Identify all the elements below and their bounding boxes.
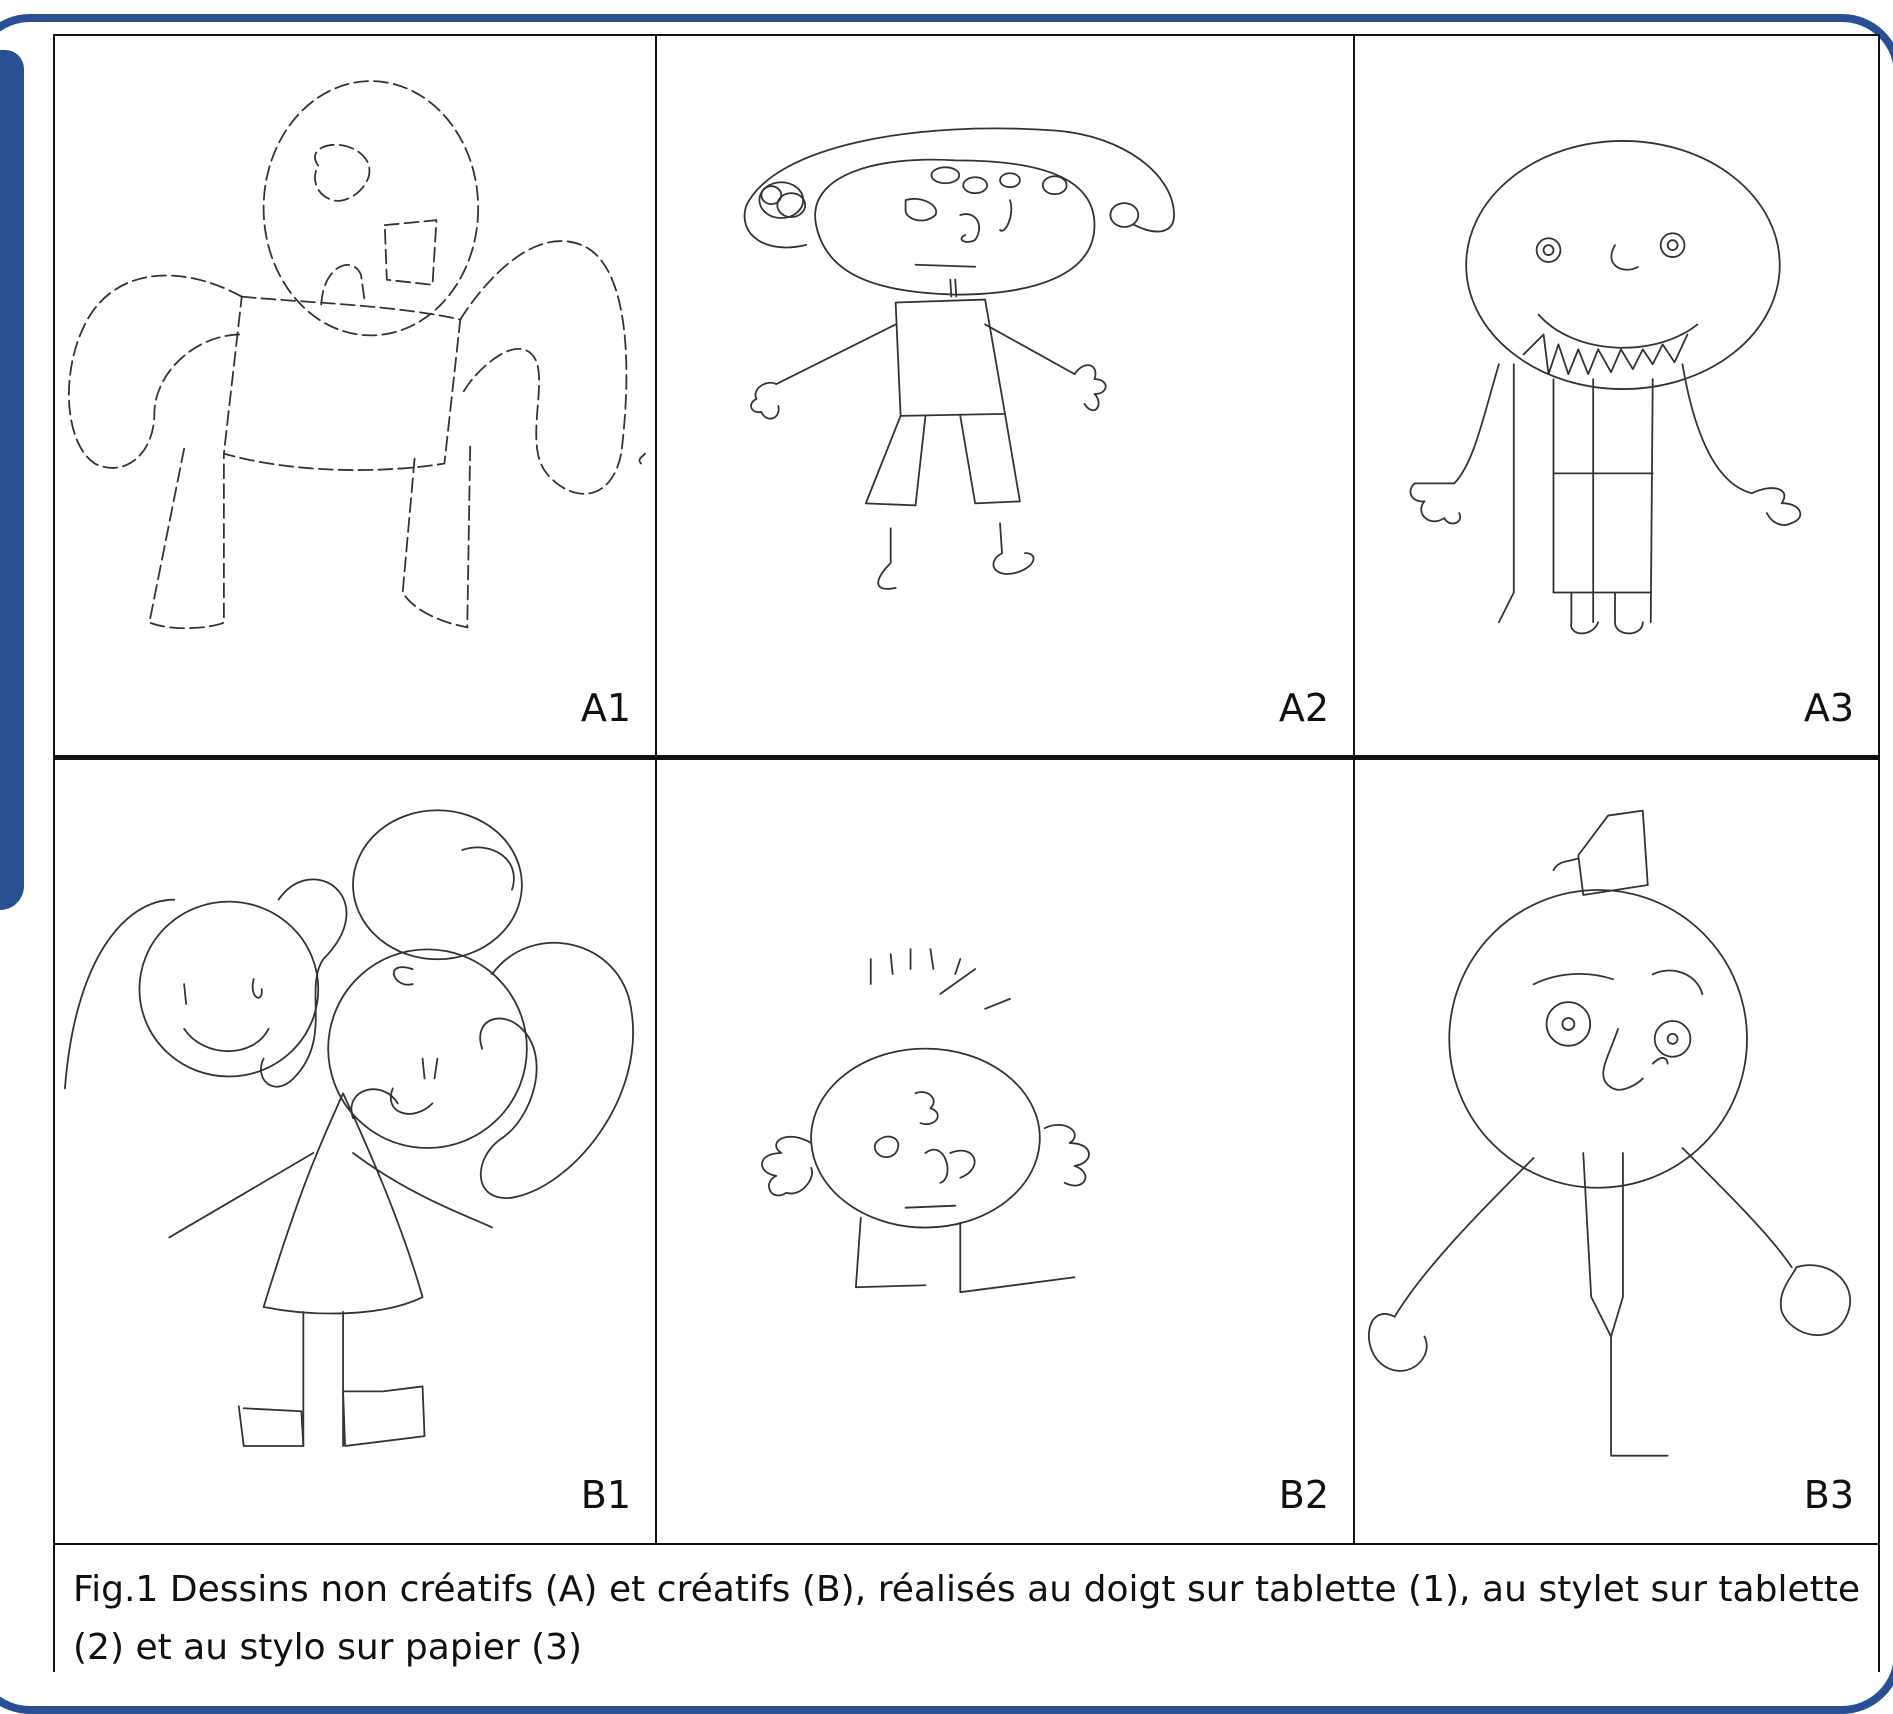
drawing-a1-dashed-figure (55, 36, 655, 756)
panel-label-b3: B3 (1803, 1473, 1854, 1517)
drawing-b3-figure-with-hat (1355, 760, 1878, 1543)
panel-label-a3: A3 (1803, 686, 1854, 730)
drawing-b1-two-figures (55, 760, 655, 1543)
drawing-a3-figure-with-beard (1355, 36, 1878, 756)
panel-b2 (655, 758, 1355, 1545)
panel-label-b2: B2 (1278, 1473, 1329, 1517)
drawing-b2-round-head (657, 760, 1353, 1543)
panel-label-b1: B1 (580, 1473, 631, 1517)
panel-a1 (53, 34, 657, 758)
panel-a3 (1353, 34, 1880, 758)
panel-label-a2: A2 (1278, 686, 1329, 730)
panel-label-a1: A1 (580, 686, 631, 730)
panel-a2 (655, 34, 1355, 758)
drawing-a2-child-with-curly-hair (657, 36, 1353, 756)
poster-side-bar (0, 50, 24, 910)
figure-caption: Fig.1 Dessins non créatifs (A) et créatifs (B), réalisés au doigt sur tablette (1), au stylet sur tablette (2) et au stylo sur papier (3) (53, 1543, 1880, 1672)
panel-b3 (1353, 758, 1880, 1545)
panel-b1 (53, 758, 657, 1545)
